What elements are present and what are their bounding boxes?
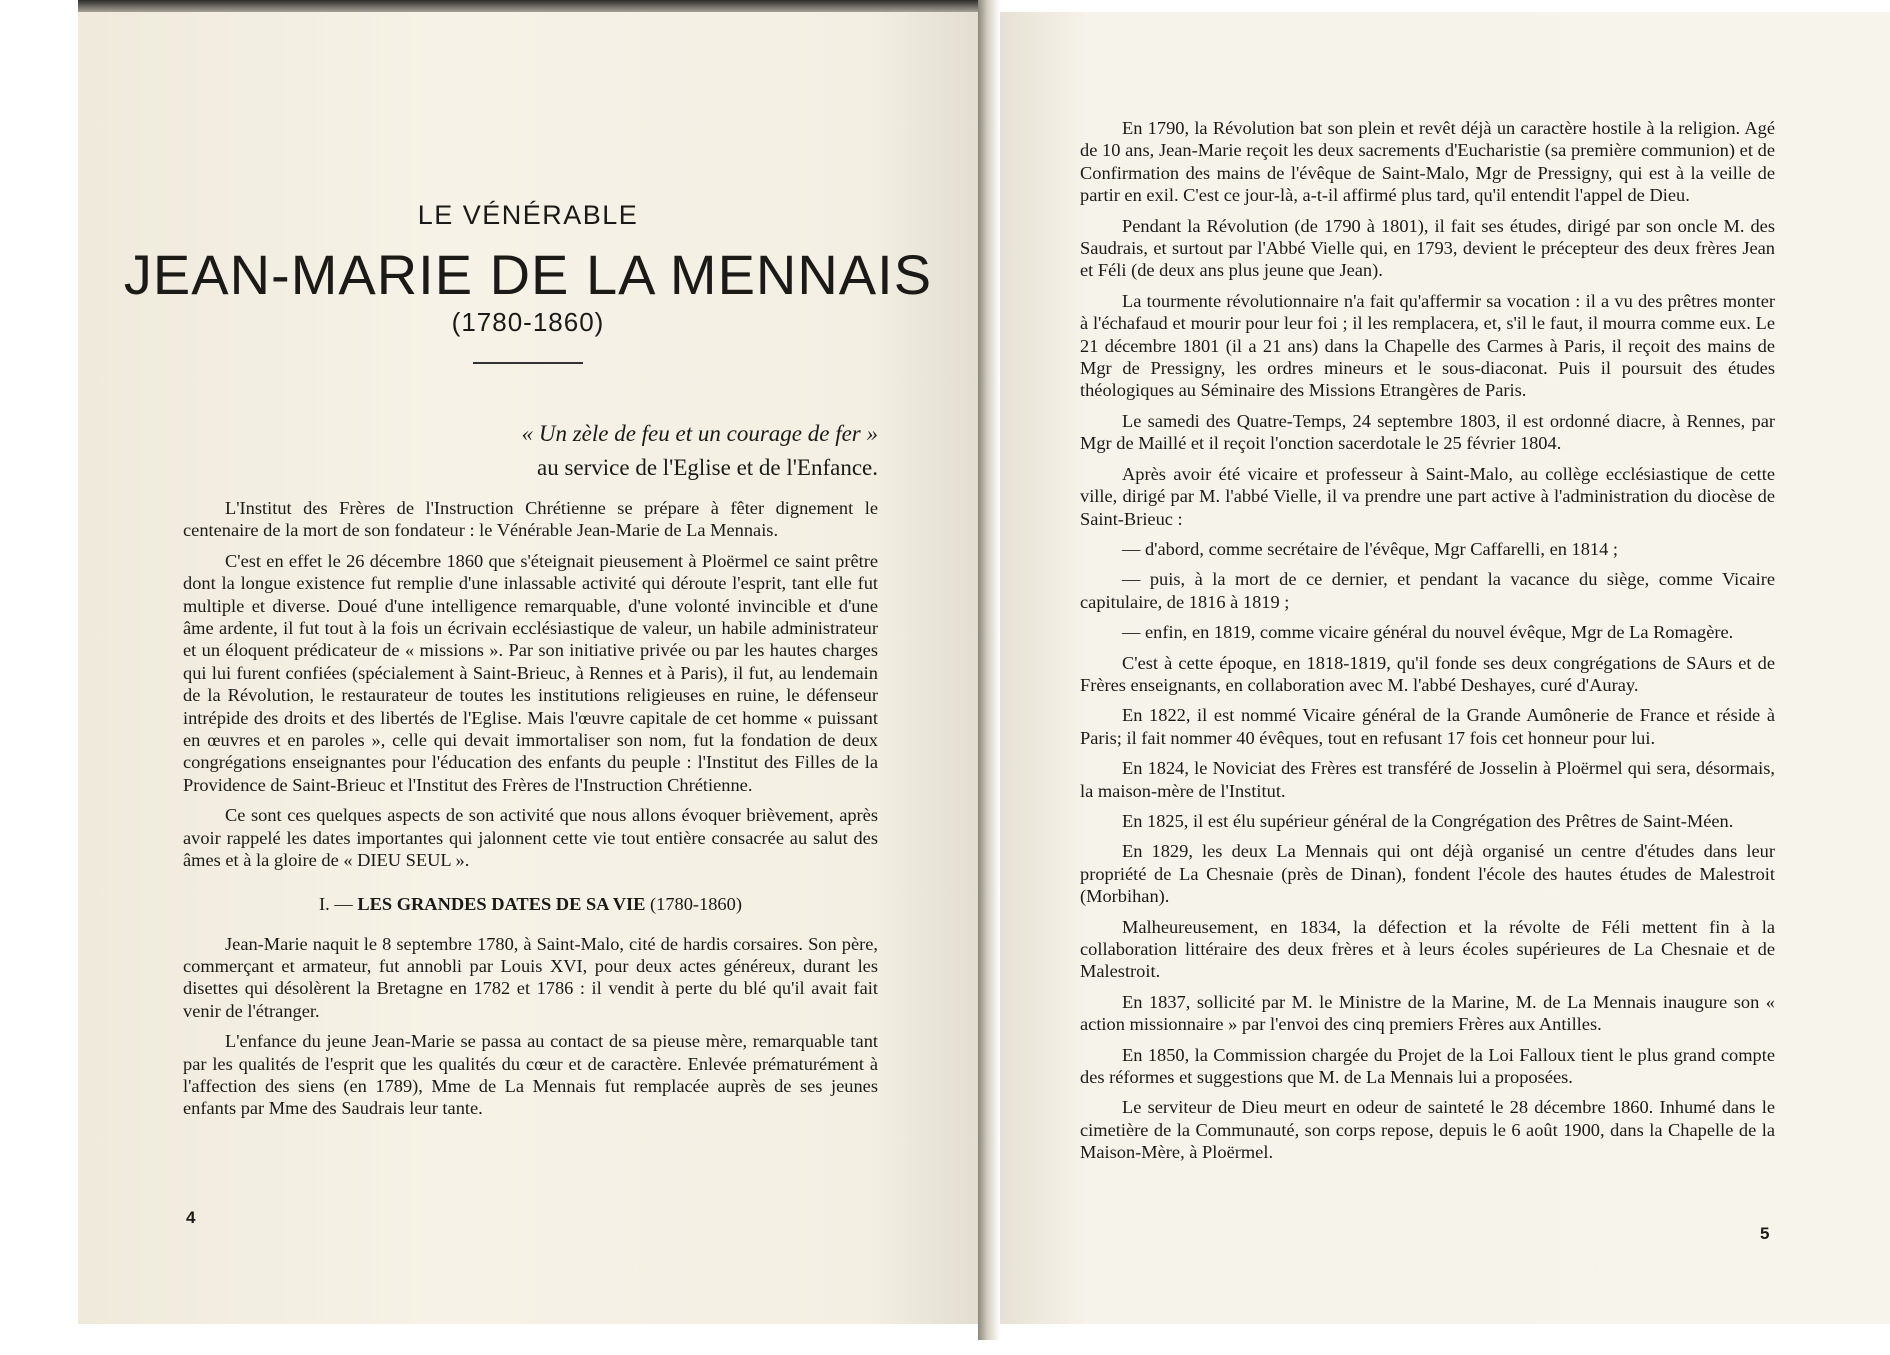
paragraph: La tourmente révolutionnaire n'a fait qu'affermir sa vocation : il a vu des prêtres monter à l'échafaud et mourir pour leur foi ; il les remplacera, et, s'il le faut, il mourra comme eux. Le 21 décembre 1801 (il a 21 ans) dans la Chapelle des Carmes à Paris, il reçoit des mains de Mgr de Pressigny, les ordres mineurs et le sous-diaconat. Puis il poursuit des études théologiques au Séminaire des Missions Etrangères de Paris. [1080,290,1775,401]
epigraph-quote: « Un zèle de feu et un courage de fer » [521,421,878,446]
heading-rule [473,362,583,364]
section-heading [183,894,878,915]
book-gutter [978,0,1000,1340]
heading-main: JEAN-MARIE DE LA MENNAIS [123,243,933,306]
paragraph: En 1822, il est nommé Vicaire général de la Grande Aumônerie de France et réside à Paris; il fait nommer 40 évêques, tout en refusant 17 fois cet honneur pour lui. [1080,705,1775,748]
paragraph: Ce sont ces quelques aspects de son activité que nous allons évoquer brièvement, après avoir rappelé les dates importantes qui jalonnent cette vie tout entière consacrée au salut des âmes et à la gloire de « DIEU SEUL ». [183,805,878,871]
paragraph: L'Institut des Frères de l'Instruction Chrétienne se prépare à fêter dignement le centenaire de la mort de son fondateur : le Vénérable Jean-Marie de La Mennais. [183,498,878,541]
right-body-text [1080,117,1775,1172]
paragraph: Malheureusement, en 1834, la défection et la révolte de Féli mettent fin à la collaboration littéraire des deux frères et à leurs écoles supérieures de La Chesnaie et de Malestroit. [1080,916,1775,982]
paragraph: C'est à cette époque, en 1818-1819, qu'il fonde ses deux congrégations de SAurs et de Frères enseignants, en collaboration avec M. l'abbé Deshayes, curé d'Auray. [1080,652,1775,695]
epigraph-line2: au service de l'Eglise et de l'Enfance. [537,455,878,480]
section-title: LES GRANDES DATES DE SA VIE [357,893,646,914]
paragraph: En 1825, il est élu supérieur général de la Congrégation des Prêtres de Saint-Méen. [1122,810,1734,831]
page-number-left: 4 [186,1208,196,1227]
paragraph: Jean-Marie naquit le 8 septembre 1780, à Saint-Malo, cité de hardis corsaires. Son père, commerçant et armateur, fut annobli par Louis XVI, pour deux actes généreux, durant les disettes qui désolèrent la Bretagne en 1782 et 1786 : il vendit à perte du blé qu'il avait fait venir de l'étranger. [183,933,878,1021]
heading-dates: (1780-1860) [451,307,605,337]
section-number: I. — [319,893,353,914]
list-item: — enfin, en 1819, comme vicaire général du nouvel évêque, Mgr de La Romagère. [1122,622,1734,643]
paragraph: En 1790, la Révolution bat son plein et revêt déjà un caractère hostile à la religion. Agé de 10 ans, Jean-Marie reçoit les deux sacrements d'Eucharistie (sa première communion) et de Confirmation des mains de l'évêque de Saint-Malo, Mgr de Pressigny, qui est à la veille de partir en exil. C'est ce jour-là, a-t-il affirmé plus tard, qu'il entendit l'appel de Dieu. [1080,118,1775,206]
page-number-right: 5 [1760,1224,1770,1243]
paragraph: Le serviteur de Dieu meurt en odeur de sainteté le 28 décembre 1860. Inhumé dans le cimetière de la Communauté, son corps repose, depuis le 6 août 1900, dans la Chapelle de la Maison-Mère, à Ploërmel. [1080,1097,1775,1163]
section-dates: (1780-1860) [650,893,742,914]
epigraph [522,417,878,485]
right-page [1000,12,1890,1324]
paragraph: En 1850, la Commission chargée du Projet de la Loi Falloux tient le plus grand compte des réformes et suggestions que M. de La Mennais lui a proposées. [1080,1044,1775,1088]
list-item: — d'abord, comme secrétaire de l'évêque, Mgr Caffarelli, en 1814 ; [1122,538,1619,559]
left-body-text [183,497,878,1128]
paragraph: En 1837, sollicité par M. le Ministre de la Marine, M. de La Mennais inaugure son « action missionnaire » par l'envoi des cinq premiers Frères aux Antilles. [1080,991,1775,1035]
paragraph: L'enfance du jeune Jean-Marie se passa au contact de sa pieuse mère, remarquable tant par les qualités de l'esprit que les qualités du cœur et de caractère. Enlevée prématurément à l'affection des siens (en 1789), Mme de La Mennais fut remplacée auprès de ses jeunes enfants par Mme des Saudrais leur tante. [183,1031,878,1119]
paragraph: En 1824, le Noviciat des Frères est transféré de Josselin à Ploërmel qui sera, désormais, la maison-mère de l'Institut. [1080,758,1775,801]
heading-small: LE VÉNÉRABLE [417,200,639,230]
paragraph: Pendant la Révolution (de 1790 à 1801), il fait ses études, dirigé par son oncle M. des Saudrais, et surtout par l'Abbé Vielle qui, en 1793, devient le précepteur des deux frères Jean et Féli (de deux ans plus jeune que Jean). [1080,215,1775,281]
paragraph: Après avoir été vicaire et professeur à Saint-Malo, au collège ecclésiastique de cette ville, dirigé par M. l'abbé Vielle, il va prendre une part active à l'administration du diocèse de Saint-Brieuc : [1080,463,1775,529]
list-item: — puis, à la mort de ce dernier, et pendant la vacance du siège, comme Vicaire capitulaire, de 1816 à 1819 ; [1080,569,1775,612]
paragraph: C'est en effet le 26 décembre 1860 que s'éteignait pieusement à Ploërmel ce saint prêtre dont la longue existence fut remplie d'une inlassable activité qui déroute l'esprit, tant elle fut multiple et diverse. Doué d'une intelligence remarquable, d'une volonté invincible et d'une âme ardente, il fut tout à la fois un écrivain ecclésiastique de valeur, un habile administrateur et un éloquent prédicateur de « missions ». Par son initiative privée ou par les hautes charges qui lui furent confiées (spécialement à Saint-Brieuc, à Rennes et à Paris), il fut, au lendemain de la Révolution, le restaurateur de toutes les institutions religieuses en ruine, le défenseur intrépide des droits et des libertés de l'Eglise. Mais l'œuvre capitale de cet homme « puissant en œuvres et en paroles », celle qui devait immortaliser son nom, fut la fondation de deux congrégations enseignantes pour l'éducation des enfants du peuple : l'Institut des Filles de la Providence de Saint-Brieuc et l'Institut des Frères de l'Instruction Chrétienne. [183,550,878,795]
paragraph: En 1829, les deux La Mennais qui ont déjà organisé un centre d'études dans leur propriété de La Chesnaie (près de Dinan), fondent l'école des hautes études de Malestroit (Morbihan). [1080,841,1775,907]
left-page [78,12,978,1324]
paragraph: Le samedi des Quatre-Temps, 24 septembre 1803, il est ordonné diacre, à Rennes, par Mgr de Maillé et il reçoit l'onction sacerdotale le 25 février 1804. [1080,410,1775,454]
